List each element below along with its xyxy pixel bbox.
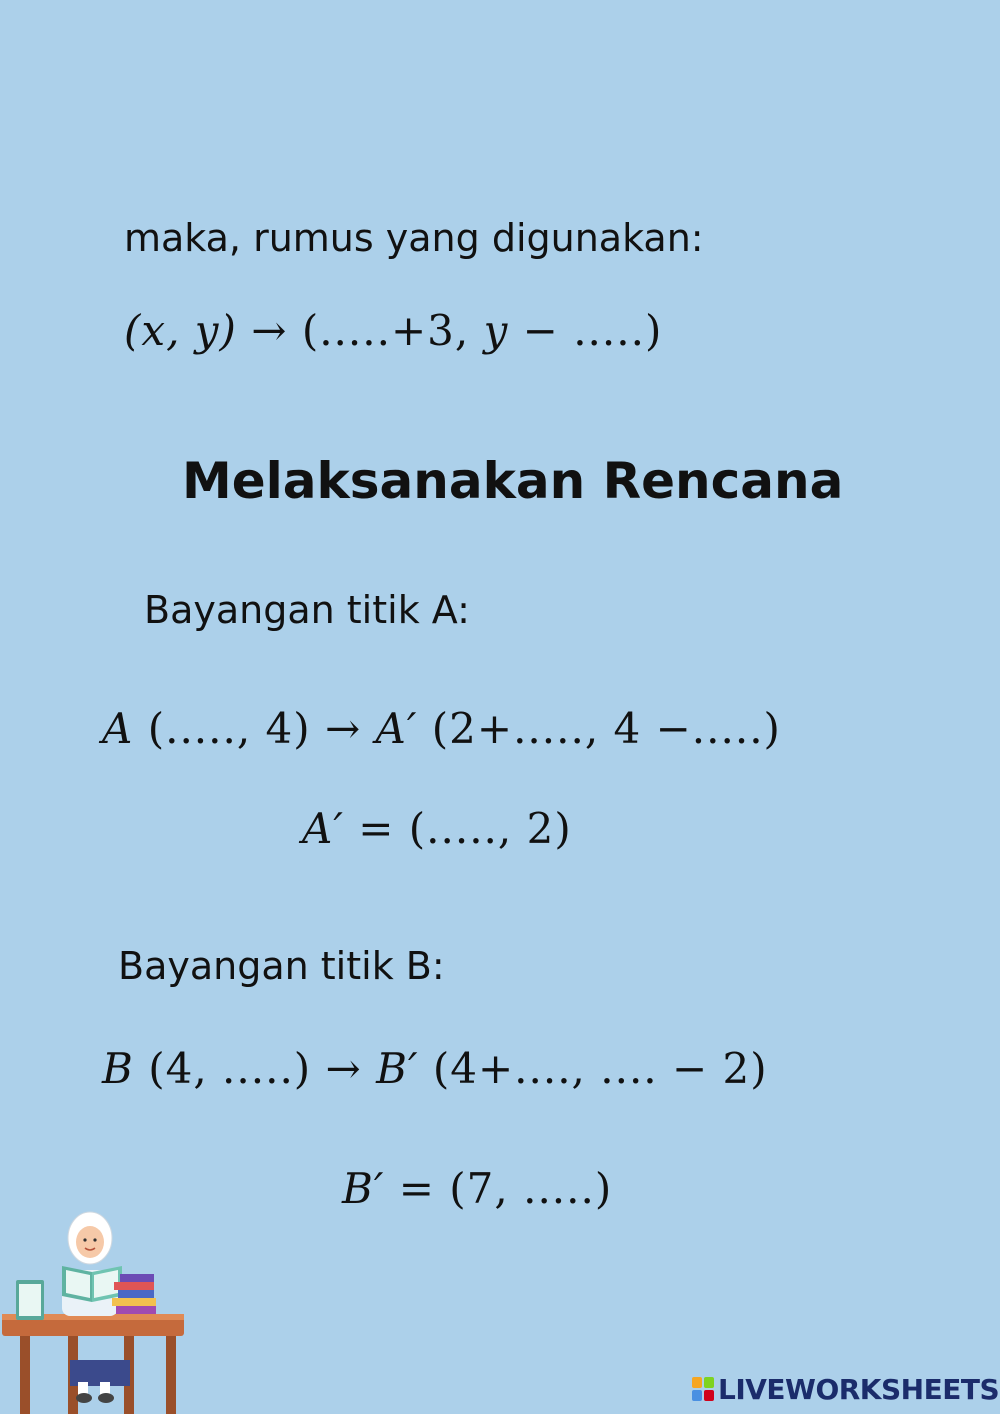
formula-lhs: (x, y) [124, 306, 237, 355]
section-b-line1 [102, 1044, 768, 1093]
student-reading-illustration [0, 1210, 190, 1414]
point-b-prime-result: B′ [342, 1164, 385, 1213]
section-heading: Melaksanakan Rencana [182, 452, 844, 510]
intro-text: maka, rumus yang digunakan: [124, 216, 704, 260]
formula [124, 306, 662, 355]
brand-mark-icon [692, 1377, 714, 1401]
point-a-prime-result: A′ [302, 804, 344, 853]
brand-name: LIVEWORKSHEETS [718, 1372, 1000, 1406]
point-a-expr: (....., 4) → [147, 704, 376, 753]
point-a-prime-value: = (....., 2) [343, 804, 572, 853]
point-a: A [102, 704, 134, 753]
point-b-prime-value: = (7, .....) [384, 1164, 613, 1213]
liveworksheets-logo [692, 1372, 999, 1406]
formula-rhs-plus: +3, [390, 306, 470, 355]
formula-rhs-minus: − .....) [508, 306, 663, 355]
section-b-label: Bayangan titik B: [118, 944, 445, 988]
formula-arrow: → [251, 306, 288, 355]
formula-rhs-y: y [483, 306, 509, 355]
formula-rhs-open: (..... [301, 306, 391, 355]
point-a-prime: A′ [375, 704, 418, 753]
point-b-expr: (4, .....) → [148, 1044, 377, 1093]
section-a-label: Bayangan titik A: [144, 588, 470, 632]
section-a-line1 [102, 704, 781, 753]
point-a-prime-expr: (2+....., 4 −.....) [431, 704, 781, 753]
section-a-line2 [302, 804, 572, 853]
point-b-prime: B′ [376, 1044, 419, 1093]
point-b-prime-expr: (4+...., .... − 2) [432, 1044, 768, 1093]
point-b: B [102, 1044, 134, 1093]
section-b-line2 [342, 1164, 612, 1213]
